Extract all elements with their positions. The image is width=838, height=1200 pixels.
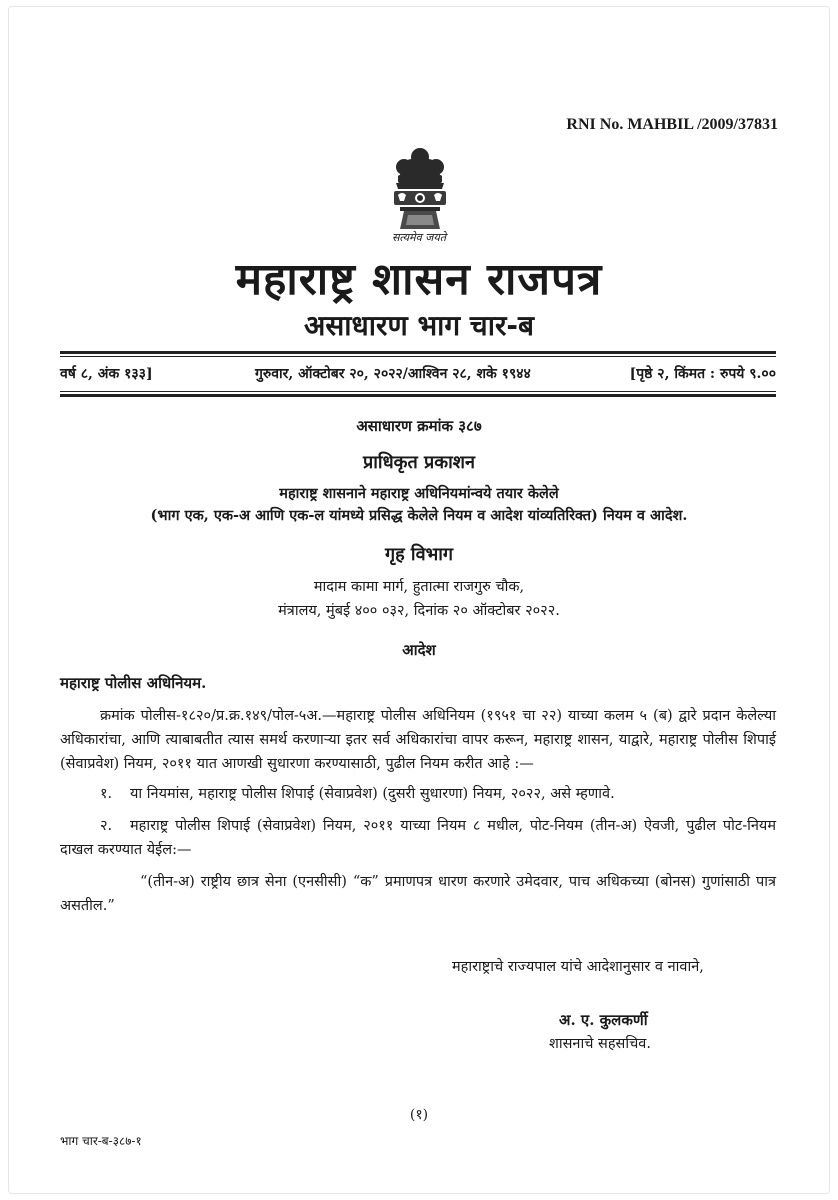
page-number: (१) xyxy=(409,1107,429,1123)
order-heading: आदेश xyxy=(402,641,436,659)
document-code: भाग चार-ब-३८७-१ xyxy=(60,1134,142,1148)
order-paragraph: क्रमांक पोलीस-१८२०/प्र.क्र.१४९/पोल-५अ.—महाराष्ट्र पोलीस अधिनियम (१९५१ चा २२) याच्या कलम ५ (ब) द्वारे प्रदान केलेल्या अधिकारांचा, आणि त्याबाबतीत त्यास समर्थ करणाऱ्या इतर सर्व अधिकारांचा वापर करून, महाराष्ट्र शासन, याद्वारे, महाराष्ट्र पोलीस शिपाई (सेवाप्रवेश) नियम, २०११ यात आणखी सुधारणा करण्यासाठी, पुढील नियम करीत आहे :— xyxy=(60,708,776,772)
rule-item-2 xyxy=(60,814,776,862)
intro-line-2: (भाग एक, एक-अ आणि एक-ल यांमध्ये प्रसिद्ध केलेले नियम व आदेश यांव्यतिरिक्त) नियम व आदेश. xyxy=(150,507,688,524)
rni-number: RNI No. MAHBIL /2009/37831 xyxy=(566,116,778,133)
national-emblem-icon xyxy=(378,145,462,233)
masthead-top-thin-rule xyxy=(60,356,776,357)
intro-line-1: महाराष्ट्र शासनाने महाराष्ट्र अधिनियमांन्वये तयार केलेले xyxy=(279,485,559,502)
act-title: महाराष्ट्र पोलीस अधिनियम. xyxy=(60,674,207,692)
pages-price: [पृष्ठे २, किंमत : रुपये ९.०० xyxy=(629,366,776,382)
gazette-subtitle: असाधारण भाग चार-ब xyxy=(303,309,535,342)
rule-item-2-number: २. xyxy=(100,818,113,834)
department-heading: गृह विभाग xyxy=(384,544,454,565)
signatory-designation: शासनाचे सहसचिव. xyxy=(549,1036,651,1052)
masthead-bottom-thick-rule xyxy=(60,394,776,397)
masthead xyxy=(60,364,776,386)
address-line-2: मंत्रालय, मुंबई ४०० ०३२, दिनांक २० ऑक्टोबर २०२२. xyxy=(278,603,560,619)
rule-item-2-text: महाराष्ट्र पोलीस शिपाई (सेवाप्रवेश) नियम, २०११ याच्या नियम ८ मधील, पोट-नियम (तीन-अ) ऐवजी, पुढील पोट-नियम दाखल करण्यात येईल:— xyxy=(60,818,776,858)
authorized-publication-heading: प्राधिकृत प्रकाशन xyxy=(363,452,475,473)
masthead-bottom-rule xyxy=(60,391,776,392)
volume-issue: वर्ष ८, अंक १३३] xyxy=(60,366,153,382)
gazette-title: महाराष्ट्र शासन राजपत्र xyxy=(235,254,603,305)
rule-item-1-number: १. xyxy=(100,786,113,802)
address-line-1: मादाम कामा मार्ग, हुतात्मा राजगुरु चौक, xyxy=(313,579,525,595)
extraordinary-number: असाधारण क्रमांक ३८७ xyxy=(356,417,482,435)
inserted-sub-rule-quote: “(तीन-अ) राष्ट्रीय छात्र सेना (एनसीसी) “क” प्रमाणपत्र धारण करणारे उमेदवार, पाच अधिकच्या (बोनस) गुणांसाठी पात्र असतील.” xyxy=(60,874,776,914)
signatory-name: अ. ए. कुलकर्णी xyxy=(559,1011,648,1029)
authority-line: महाराष्ट्राचे राज्यपाल यांचे आदेशानुसार व नावाने, xyxy=(452,959,704,975)
rule-item-1 xyxy=(60,782,776,806)
publication-date: गुरुवार, ऑक्टोबर २०, २०२२/आश्विन २८, शके १९४४ xyxy=(255,366,531,382)
masthead-top-rule xyxy=(60,351,776,354)
rule-item-1-text: या नियमांस, महाराष्ट्र पोलीस शिपाई (सेवाप्रवेश) (दुसरी सुधारणा) नियम, २०२२, असे म्हणावे. xyxy=(130,786,615,802)
emblem-motto: सत्यमेव जयते xyxy=(391,231,446,244)
